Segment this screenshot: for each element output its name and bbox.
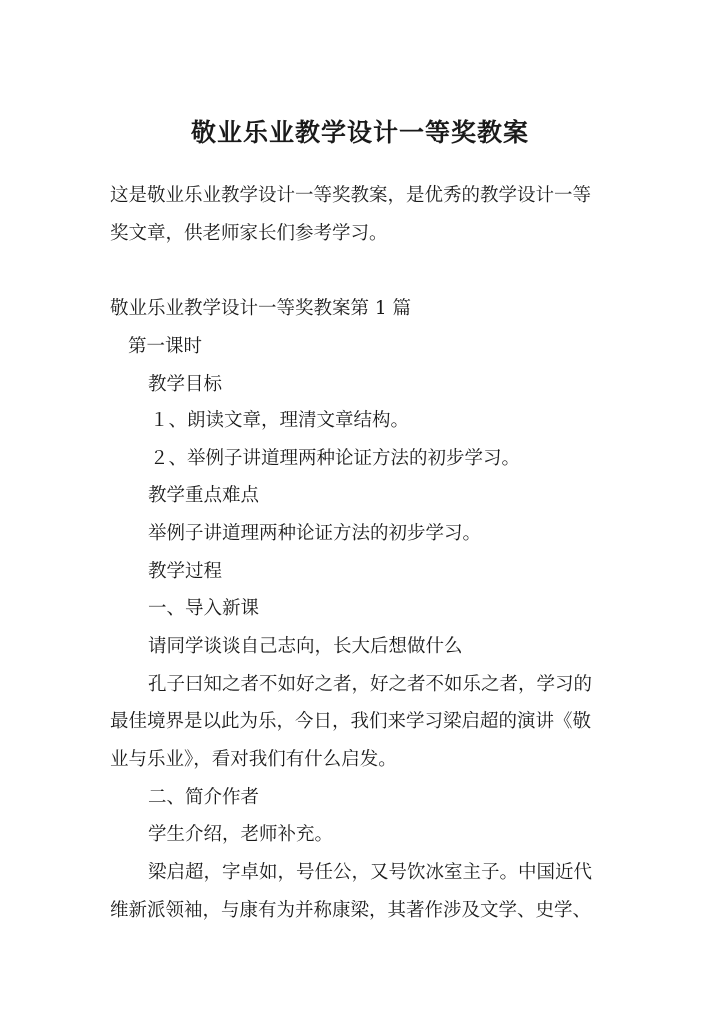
body-line: 孔子曰知之者不如好之者，好之者不如乐之者，学习的: [148, 674, 593, 695]
body-line: 教学目标: [148, 374, 223, 395]
body-line: 教学过程: [148, 561, 223, 582]
body-line: 请同学谈谈自己志向，长大后想做什么: [148, 636, 463, 657]
body-line: 维新派领袖，与康有为并称康梁，其著作涉及文学、史学、: [110, 900, 592, 921]
body-line: 业与乐业》，看对我们有什么启发。: [110, 749, 397, 770]
document-title: 敬业乐业教学设计一等奖教案: [190, 118, 529, 147]
body-line: 教学重点难点: [148, 485, 260, 506]
body-line: 一、导入新课: [148, 598, 260, 619]
body-line: ２、举例子讲道理两种论证方法的初步学习。: [150, 448, 521, 469]
lesson-label: 第一课时: [128, 336, 203, 357]
section-heading: 敬业乐业教学设计一等奖教案第 1 篇: [110, 298, 412, 319]
body-line: 二、简介作者: [148, 787, 260, 808]
intro-line-2: 奖文章，供老师家长们参考学习。: [110, 223, 388, 244]
body-line: 举例子讲道理两种论证方法的初步学习。: [148, 523, 482, 544]
body-line: １、朗读文章，理清文章结构。: [150, 410, 410, 431]
intro-line-1: 这是敬业乐业教学设计一等奖教案，是优秀的教学设计一等: [110, 185, 592, 206]
body-line: 学生介绍，老师补充。: [148, 824, 334, 845]
body-line: 最佳境界是以此为乐，今日，我们来学习梁启超的演讲《敬: [110, 711, 592, 732]
body-line: 梁启超，字卓如，号任公，又号饮冰室主子。中国近代: [148, 862, 593, 883]
